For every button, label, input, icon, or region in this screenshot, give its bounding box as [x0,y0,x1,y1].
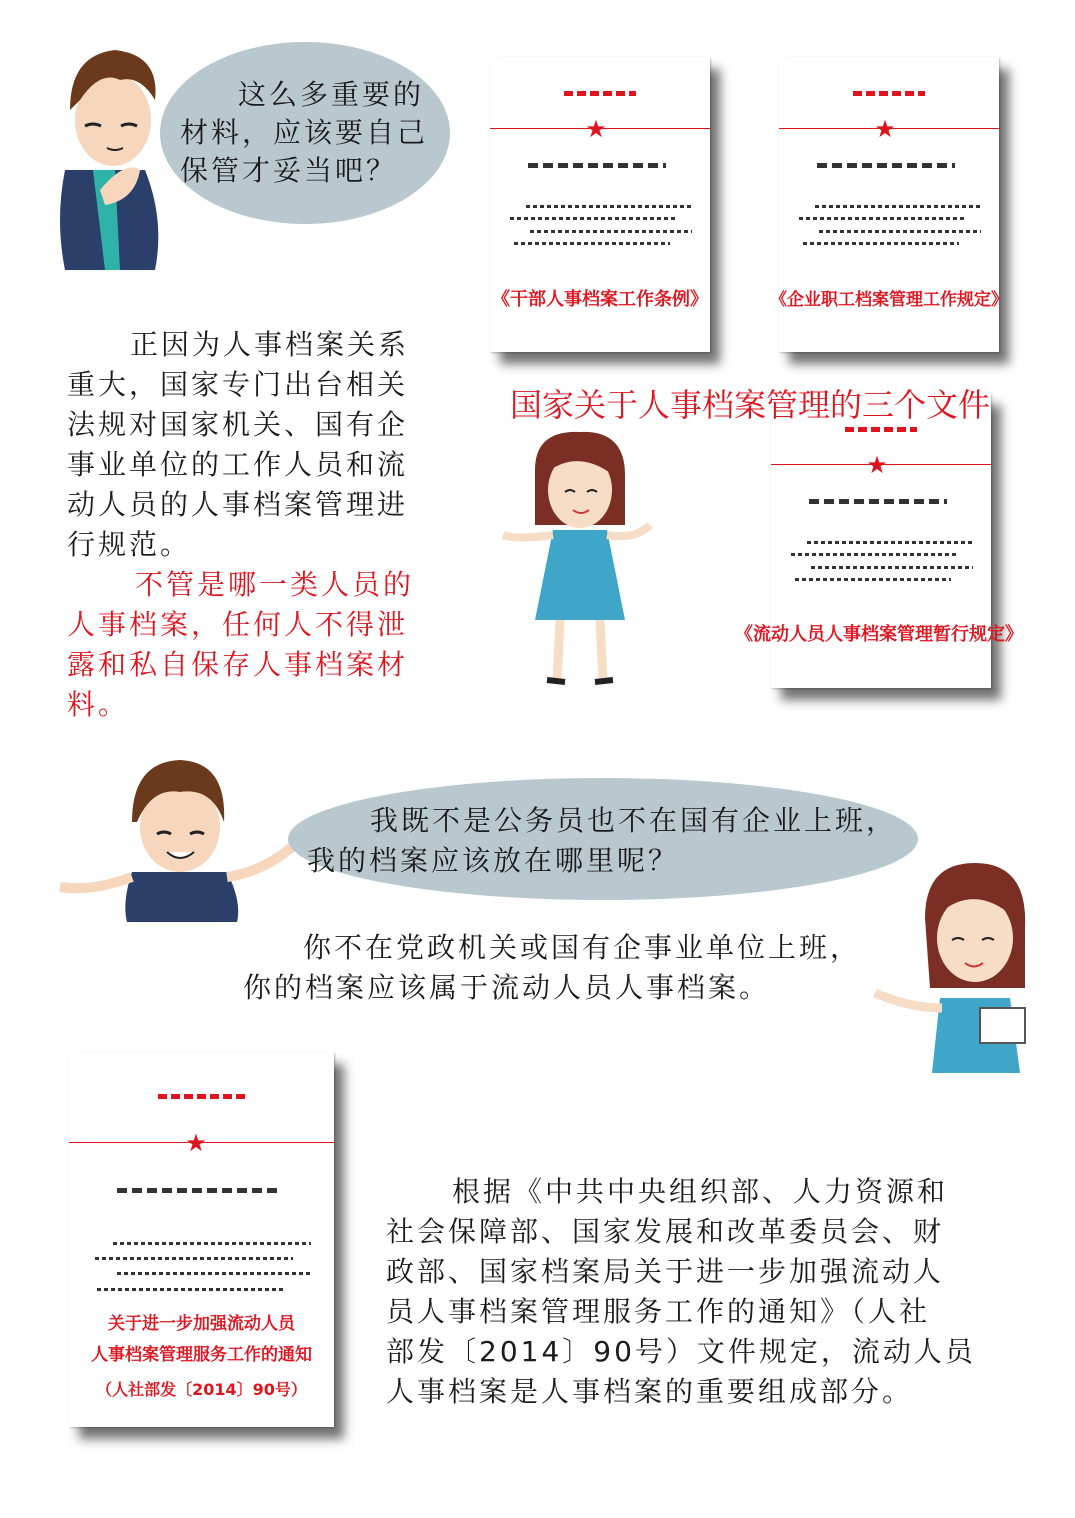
doc3-text-line [807,541,972,544]
doc3-top-dash [845,427,917,432]
doc2-star-icon: ★ [874,115,896,143]
para1-line6: 行规范。 [67,528,192,561]
para1-red-line3: 露和私自保存人事档案材 [67,648,409,681]
para1-line2: 重大，国家专门出台相关 [67,368,409,401]
para1-line3: 法规对国家机关、国有企 [67,408,409,441]
doc3-text-line [795,578,951,581]
shrugging-man-illustration [52,752,302,922]
bubble1-line1: 这么多重要的 [238,78,425,111]
doc4-text-line [113,1242,311,1245]
doc2-top-dash [853,91,925,96]
doc2-text-line [819,230,981,233]
doc1-star-icon: ★ [585,115,607,143]
bubble2-line2: 我的档案应该放在哪里呢？ [307,844,680,877]
doc2-text-line [803,242,959,245]
answer-line1: 你不在党政机关或国有企事业单位上班， [303,931,862,964]
para2-line2: 社会保障部、国家发展和改革委员会、财 [386,1215,945,1248]
document-card-4 [69,1052,334,1427]
doc4-caption-line2: 人事档案管理服务工作的通知 [91,1345,312,1365]
doc3-text-line [791,553,959,556]
doc1-text-line [530,230,692,233]
doc1-text-line [514,242,670,245]
para1-red-line2: 人事档案，任何人不得泄 [67,608,409,641]
para1-red-line4: 料。 [67,688,130,721]
para1-line1: 正因为人事档案关系 [130,328,410,361]
doc1-caption: 《干部人事档案工作条例》 [492,289,708,310]
bubble2-line1: 我既不是公务员也不在国有企业上班， [370,804,898,837]
para1-red-line1: 不管是哪一类人员的 [135,568,415,601]
doc4-caption-line1: 关于进一步加强流动人员 [108,1314,295,1334]
doc1-title-dash [528,163,666,168]
thinking-man-illustration [45,40,165,270]
para1-line4: 事业单位的工作人员和流 [67,448,409,481]
doc1-text-line [510,217,678,220]
woman-presenting-illustration [870,858,1040,1073]
doc2-text-line [815,205,980,208]
doc2-text-line [799,217,967,220]
doc4-title-dash [117,1188,282,1193]
para2-line3: 政部、国家档案局关于进一步加强流动人 [386,1255,945,1288]
para2-line1: 根据《中共中央组织部、人力资源和 [452,1175,949,1208]
bubble1-line2: 材料，应该要自己 [180,116,429,149]
para2-line4: 员人事档案管理服务工作的通知》（人社 [386,1295,931,1328]
doc1-text-line [526,205,691,208]
bubble1-line3: 保管才妥当吧？ [180,154,398,187]
doc3-text-line [811,566,973,569]
document-card-2 [770,57,1008,352]
doc4-text-line [117,1272,313,1275]
doc4-text-line [95,1257,293,1260]
doc1-top-dash [564,91,636,96]
doc2-caption: 《企业职工档案管理工作规定》 [770,290,1008,310]
doc3-title-dash [809,499,947,504]
doc3-caption: 《流动人员人事档案管理暂行规定》 [735,624,1023,645]
doc3-star-icon: ★ [866,451,888,479]
para2-line6: 人事档案是人事档案的重要组成部分。 [386,1375,914,1408]
doc2-title-dash [817,163,955,168]
woman-standing-illustration [495,430,660,690]
doc4-top-dash [158,1094,246,1099]
answer-line2: 你的档案应该属于流动人员人事档案。 [243,971,771,1004]
doc4-star-icon: ★ [185,1129,207,1157]
para2-line5: 部发〔2014〕90号）文件规定，流动人员 [386,1335,976,1368]
docs-heading: 国家关于人事档案管理的三个文件 [510,386,991,424]
para1-line5: 动人员的人事档案管理进 [67,488,409,521]
document-card-1 [490,57,710,352]
doc4-text-line [97,1288,283,1291]
doc4-caption-line3: （人社部发〔2014〕90号） [96,1380,307,1399]
